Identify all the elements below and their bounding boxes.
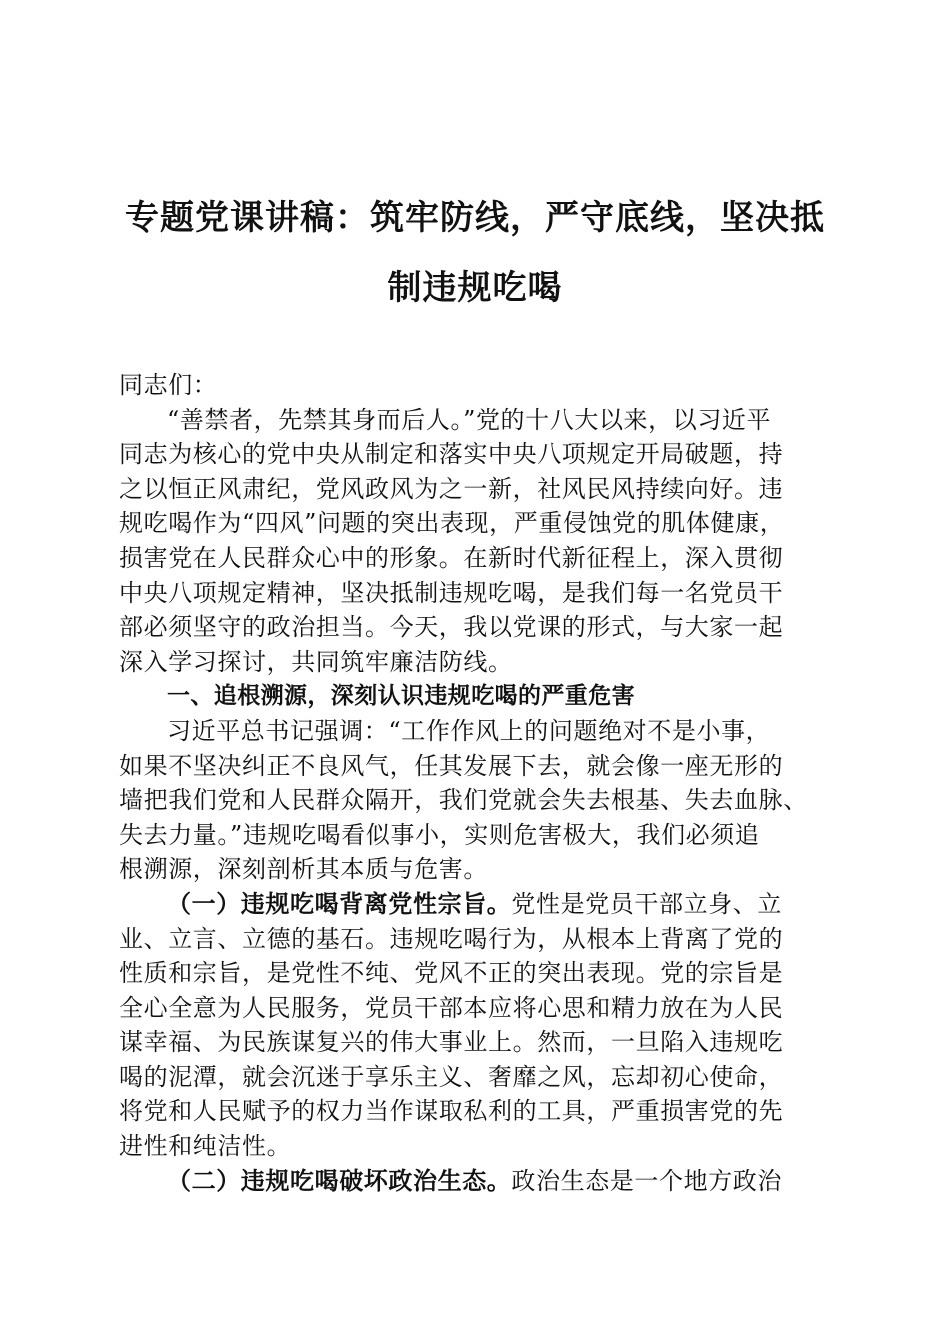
salutation: 同志们： [119,371,218,399]
subsection-1-line-4: 全心全意为人民服务，党员干部本应将心思和精力放在为人民 [119,993,784,1022]
intro-line-1: “善禁者，先禁其身而后人。”党的十八大以来，以习近平 [167,405,772,434]
subsection-1-line-3: 性质和宗旨，是党性不纯、党风不正的突出表现。党的宗旨是 [119,959,784,988]
intro-line-3: 之以恒正风肃纪，党风政风为之一新，社风民风持续向好。违 [119,474,784,503]
subsection-2-first-line-text: 政治生态是一个地方政治 [511,1166,783,1195]
section-1-line-1: 习近平总书记强调：“工作作风上的问题绝对不是小事， [167,716,771,745]
subsection-1-heading: （一）违规吃喝背离党性宗旨。 [167,888,512,918]
subsection-1-first-line [119,887,831,922]
intro-line-2: 同志为核心的党中央从制定和落实中央八项规定开局破题，持 [119,440,784,469]
document-body [119,368,831,1198]
subsection-1-line-6: 喝的泥潭，就会沉迷于享乐主义、奢靡之风，忘却初心使命， [119,1062,784,1091]
intro-line-5: 损害党在人民群众心中的形象。在新时代新征程上，深入贯彻 [119,543,784,572]
section-1-line-4: 失去力量。”违规吃喝看似事小，实则危害极大，我们必须追 [119,820,760,849]
intro-line-8: 深入学习探讨，共同筑牢廉洁防线。 [119,647,513,676]
section-1-line-5: 根溯源，深刻剖析其本质与危害。 [119,855,488,884]
subsection-2-heading: （二）违规吃喝破坏政治生态。 [167,1165,512,1195]
subsection-1-line-8: 进性和纯洁性。 [119,1132,292,1161]
section-1-line-3: 墙把我们党和人民群众隔开，我们党就会失去根基、失去血脉、 [119,786,808,815]
document-title-line-2: 制违规吃喝 [387,268,563,308]
subsection-2-first-line [119,1164,831,1199]
subsection-1-line-5: 谋幸福、为民族谋复兴的伟大事业上。然而，一旦陷入违规吃 [119,1028,784,1057]
intro-line-7: 部必须坚守的政治担当。今天，我以党课的形式，与大家一起 [119,613,784,642]
subsection-1-line-2: 业、立言、立德的基石。违规吃喝行为，从根本上背离了党的 [119,924,784,953]
subsection-1-line-7: 将党和人民赋予的权力当作谋取私利的工具，严重损害党的先 [119,1097,784,1126]
intro-line-4: 规吃喝作为“四风”问题的突出表现，严重侵蚀党的肌体健康， [119,509,785,538]
subsection-1-first-line-text: 党性是党员干部立身、立 [511,889,783,918]
section-1-heading: 一、追根溯源，深刻认识违规吃喝的严重危害 [167,683,635,710]
section-1-line-2: 如果不坚决纠正不良风气，任其发展下去，就会像一座无形的 [119,751,784,780]
intro-line-6: 中央八项规定精神，坚决抵制违规吃喝，是我们每一名党员干 [119,578,784,607]
document-title-line-1: 专题党课讲稿：筑牢防线，严守底线，坚决抵 [125,198,825,238]
